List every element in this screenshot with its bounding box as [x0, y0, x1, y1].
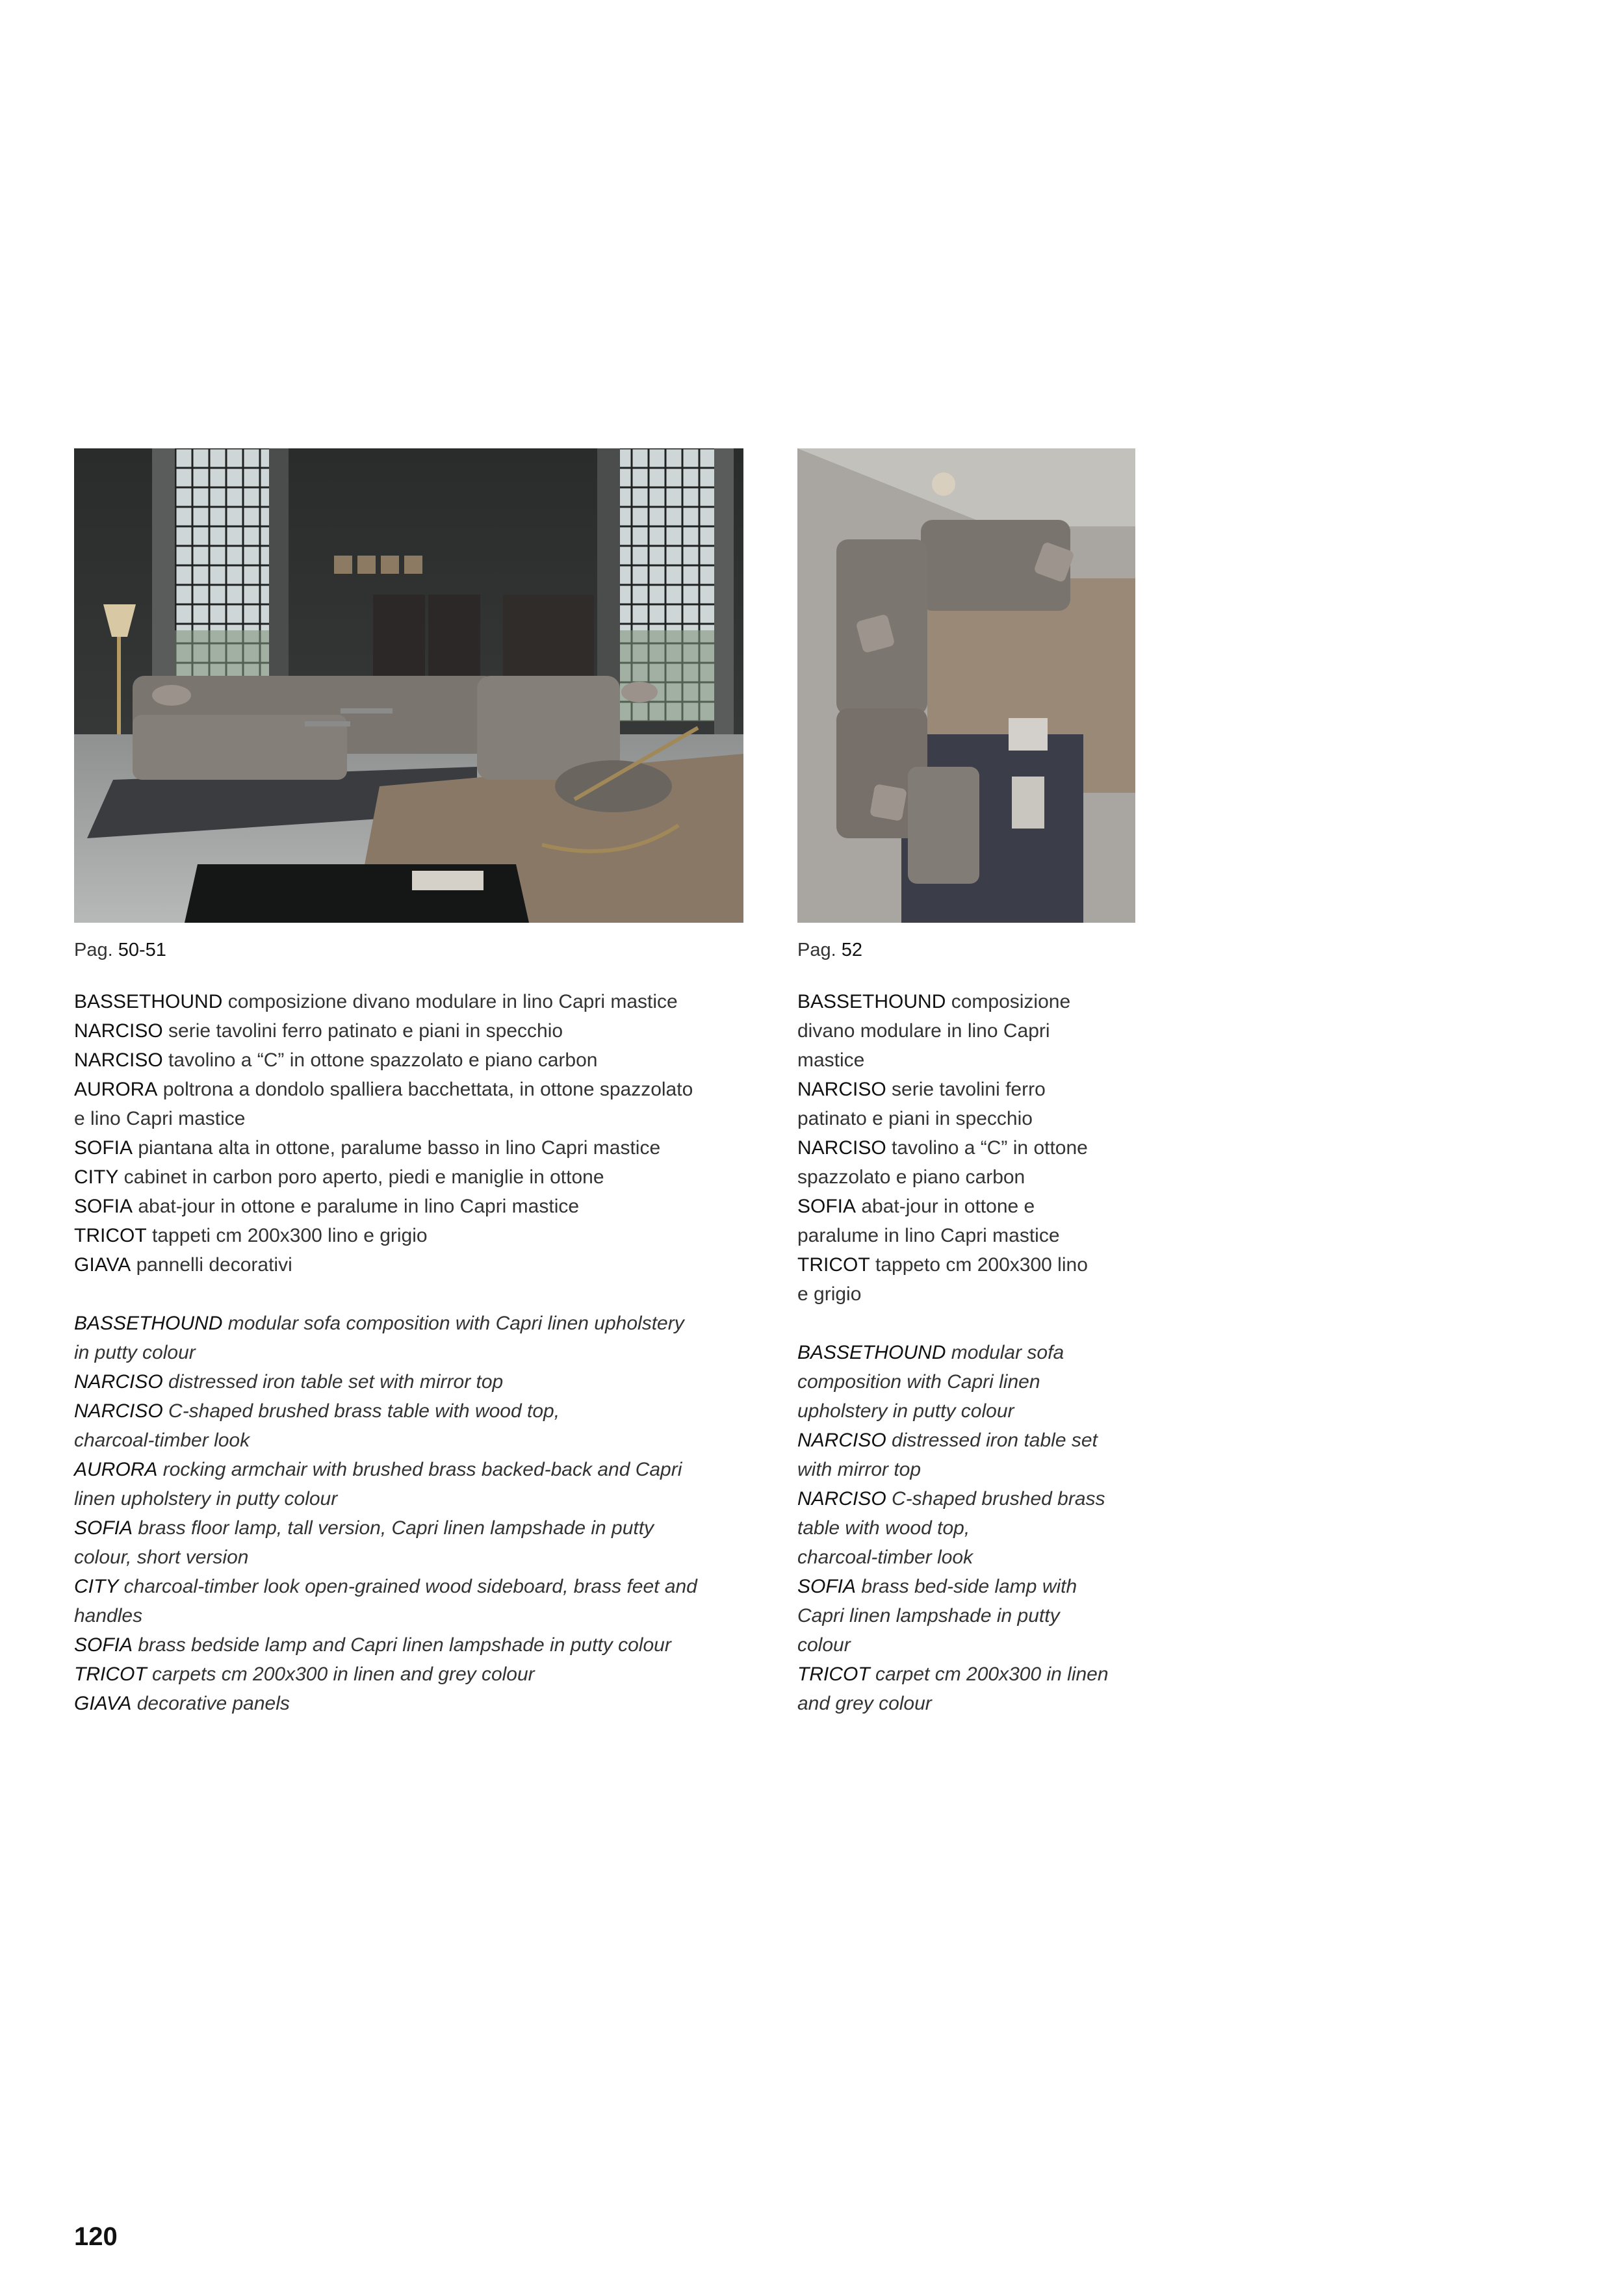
description-line: NARCISO distressed iron table set	[797, 1430, 1098, 1451]
description-line: charcoal-timber look	[797, 1547, 973, 1568]
page-reference	[797, 940, 1135, 961]
description-line: SOFIA piantana alta in ottone, paralume basso in lino Capri mastice	[74, 1137, 661, 1159]
description-line: colour	[797, 1634, 851, 1656]
description-line: SOFIA brass bedside lamp and Capri linen lampshade in putty colour	[74, 1634, 671, 1656]
description-line: composition with Capri linen	[797, 1371, 1040, 1393]
description-line: in putty colour	[74, 1342, 196, 1363]
living-room-photo	[74, 448, 743, 923]
description-line: upholstery in putty colour	[797, 1400, 1014, 1422]
description-line: TRICOT carpets cm 200x300 in linen and grey colour	[74, 1664, 535, 1685]
description-line: NARCISO distressed iron table set with mirror top	[74, 1371, 504, 1393]
description-line: TRICOT tappeti cm 200x300 lino e grigio	[74, 1225, 428, 1246]
description-line: NARCISO tavolino a “C” in ottone spazzolato e piano carbon	[74, 1049, 598, 1071]
description-line: NARCISO serie tavolini ferro patinato e piani in specchio	[74, 1020, 563, 1042]
description-line: Capri linen lampshade in putty	[797, 1605, 1060, 1626]
page-range: 50-51	[118, 940, 166, 960]
description-line: SOFIA brass floor lamp, tall version, Capri linen lampshade in putty	[74, 1517, 654, 1539]
english-description	[74, 1309, 743, 1718]
description-line: BASSETHOUND modular sofa composition with Capri linen upholstery	[74, 1313, 684, 1334]
description-line: mastice	[797, 1049, 865, 1071]
description-line: paralume in lino Capri mastice	[797, 1225, 1060, 1246]
top-view-illustration	[797, 448, 1135, 923]
description-line: and grey colour	[797, 1693, 932, 1714]
description-line: with mirror top	[797, 1459, 922, 1480]
description-line: BASSETHOUND composizione divano modulare in lino Capri mastice	[74, 991, 678, 1012]
page-number: 120	[74, 2222, 118, 2251]
description-line: NARCISO tavolino a “C” in ottone	[797, 1137, 1088, 1159]
description-line: e grigio	[797, 1283, 862, 1305]
description-line: divano modulare in lino Capri	[797, 1020, 1050, 1042]
page-reference	[74, 940, 743, 961]
italian-description	[74, 987, 743, 1279]
description-line: colour, short version	[74, 1547, 249, 1568]
living-room-illustration	[74, 448, 743, 923]
description-line: GIAVA decorative panels	[74, 1693, 290, 1714]
description-line: patinato e piani in specchio	[797, 1108, 1033, 1129]
description-line: NARCISO C-shaped brushed brass	[797, 1488, 1105, 1510]
description-line: charcoal-timber look	[74, 1430, 250, 1451]
description-line: BASSETHOUND composizione	[797, 991, 1071, 1012]
description-line: GIAVA pannelli decorativi	[74, 1254, 292, 1276]
description-line: spazzolato e piano carbon	[797, 1166, 1025, 1188]
top-view-photo	[797, 448, 1135, 923]
description-line: linen upholstery in putty colour	[74, 1488, 338, 1510]
page-range: 52	[841, 940, 862, 960]
description-line: CITY cabinet in carbon poro aperto, piedi e maniglie in ottone	[74, 1166, 604, 1188]
description-line: NARCISO serie tavolini ferro	[797, 1079, 1046, 1100]
description-line: e lino Capri mastice	[74, 1108, 246, 1129]
description-line: CITY charcoal-timber look open-grained wood sideboard, brass feet and	[74, 1576, 697, 1597]
description-line: SOFIA abat-jour in ottone e	[797, 1196, 1035, 1217]
description-line: TRICOT tappeto cm 200x300 lino	[797, 1254, 1088, 1276]
description-line: table with wood top,	[797, 1517, 970, 1539]
description-line: SOFIA abat-jour in ottone e paralume in lino Capri mastice	[74, 1196, 580, 1217]
description-line: BASSETHOUND modular sofa	[797, 1342, 1064, 1363]
description-line: TRICOT carpet cm 200x300 in linen	[797, 1664, 1109, 1685]
description-line: AURORA rocking armchair with brushed brass backed-back and Capri	[74, 1459, 682, 1480]
left-column	[74, 448, 743, 1718]
right-column	[797, 448, 1135, 1718]
english-description	[797, 1338, 1135, 1718]
italian-description	[797, 987, 1135, 1309]
description-line: AURORA poltrona a dondolo spalliera bacchettata, in ottone spazzolato	[74, 1079, 693, 1100]
page-label: Pag.	[74, 940, 113, 960]
description-line: NARCISO C-shaped brushed brass table with wood top,	[74, 1400, 560, 1422]
page-label: Pag.	[797, 940, 836, 960]
description-line: SOFIA brass bed-side lamp with	[797, 1576, 1077, 1597]
description-line: handles	[74, 1605, 143, 1626]
